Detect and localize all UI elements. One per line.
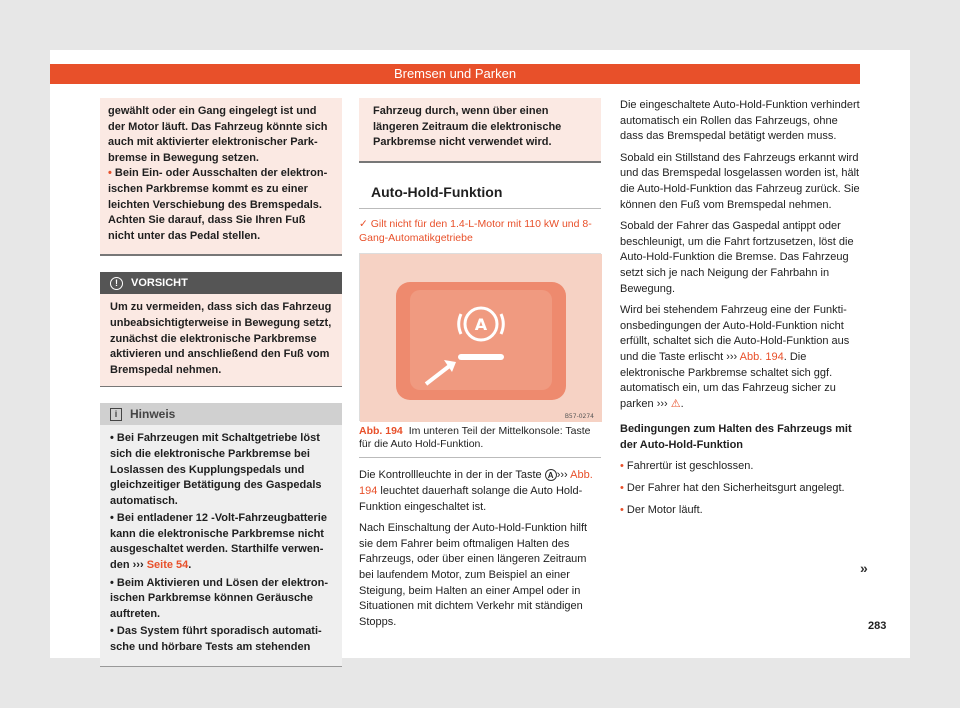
hinweis-body	[100, 425, 342, 665]
warning-box-continuation	[100, 98, 342, 256]
page-number: 283	[868, 620, 887, 632]
list-item: • Fahrertür ist geschlossen.	[620, 460, 754, 473]
list-item: • Das System führt sporadisch automatische und hörbare Tests am stehenden	[110, 625, 322, 654]
section-title: Auto-Hold-Funktion	[371, 183, 503, 200]
paragraph: Wird bei stehendem Fahrzeug eine der Funktionsbedingungen der Auto-Hold-Funktion nicht erfüllt, schaltet sich die Auto-Hold-Funktion aus und die Taste erlischt ››› Abb. 194. Die elektronische Parkbremse schaltet sich ggf. automatisch ein, um das Fahrzeug sicher zu parken ››› ⚠.	[620, 304, 850, 410]
warning-triangle-icon[interactable]: ⚠	[670, 397, 681, 410]
applicability-note: ✓ Gilt nicht für den 1.4-L-Motor mit 110 kW und 8-Gang-Automatikgetriebe	[359, 218, 592, 245]
link-seite-54[interactable]: Seite 54	[146, 559, 189, 572]
paragraph: Die Kontrollleuchte in der in der Taste A ››› Abb. 194 leuchtet dauerhaft solange die Auto Hold-Funktion eingeschaltet ist.	[359, 469, 593, 513]
figure-code: B57-0274	[564, 413, 594, 421]
column-2	[359, 98, 601, 636]
list-item: • Der Fahrer hat den Sicherheitsgurt angelegt.	[620, 482, 845, 495]
vorsicht-title-bar	[100, 272, 342, 294]
hinweis-title: Hinweis	[130, 406, 176, 421]
exclamation-icon: !	[110, 277, 123, 290]
warning-box-end: Fahrzeug durch, wenn über einen längeren Zeitraum die elektronische Parkbremse nicht verwendet wird.	[359, 98, 601, 163]
figure-label: Abb. 194	[359, 425, 403, 438]
auto-hold-icon: A	[545, 469, 557, 481]
list-item: • Der Motor läuft.	[620, 503, 703, 516]
paragraph: Die eingeschaltete Auto-Hold-Funktion verhindert automatisch ein Rollen das Fahrzeugs, ohne dass das Bremspedal betätigt werden muss.	[620, 99, 860, 143]
checkmark-icon: ✓	[359, 218, 368, 231]
link-abb-194[interactable]: Abb. 194	[359, 469, 593, 497]
list-item: • Beim Aktivieren und Lösen der elektronischen Parkbremse können Geräusche auftreten.	[110, 576, 329, 620]
link-abb-194[interactable]: Abb. 194	[739, 350, 784, 363]
figure-caption: Abb. 194 Im unteren Teil der Mittelkonsole: Taste für die Auto Hold-Funktion.	[359, 425, 601, 458]
list-item: • Bei Fahrzeugen mit Schaltgetriebe löst sich die elektronische Parkbremse bei Loslassen des Kupplungspedals und gleichzeitiger Betätigung des Gaspedals automatisch.	[110, 432, 322, 507]
warning-text-2: • Bein Ein- oder Ausschalten der elektronischen Parkbremse kommt es zu einer leichten Verschiebung des Bremspedals. Achten Sie darauf, dass Sie Ihren Fuß nicht unter das Pedal stellen.	[108, 167, 328, 242]
subheading: Bedingungen zum Halten des Fahrzeugs mit der Auto-Hold-Funktion	[620, 423, 852, 451]
info-icon: i	[110, 408, 122, 421]
auto-hold-button-illustration	[360, 254, 602, 422]
figure-auto-hold-button	[359, 253, 601, 421]
vorsicht-title: VORSICHT	[131, 276, 188, 289]
bullet-icon: •	[108, 167, 112, 180]
paragraph: Nach Einschaltung der Auto-Hold-Funktion hilft sie dem Fahrer beim oftmaligen Halten des Fahrzeugs, oder über einen längeren Zeitraum bei laufendem Motor, zum Beispiel an einer Steigung, beim Halten an einer Ampel oder in Situationen mit dichtem Verkehr mit ständigen Stopps.	[359, 522, 588, 628]
hinweis-box	[100, 403, 342, 666]
paragraph: Sobald der Fahrer das Gaspedal antippt oder beschleunigt, um die Fahrt fortzusetzen, löst die Auto-Hold-Funktion die Bremse. Das Fahrzeug setzt sich je nach Neigung der Fahrbahn in Bewegung.	[620, 220, 854, 295]
hinweis-title-bar	[100, 403, 342, 425]
vorsicht-body: Um zu vermeiden, dass sich das Fahrzeug unbeabsichtigterweise in Bewegung setzt, zunächst die elektronische Parkbremse aktivieren und anschließend den Fuß vom Bremspedal nehmen.	[110, 301, 332, 376]
list-item: • Bei entladener 12 -Volt-Fahrzeugbatterie kann die elektronische Parkbremse nicht ausgeschaltet werden. Starthilfe verwenden ››› Seite 54.	[110, 512, 327, 572]
column-3	[620, 98, 862, 524]
paragraph: Sobald ein Stillstand des Fahrzeugs erkannt wird und das Bremspedal losgelassen worden ist, hält die Auto-Hold-Funktion das Fahrzeug zurück. Sie können den Fuß vom Bremspedal nehmen.	[620, 151, 860, 211]
divider	[359, 208, 601, 209]
vorsicht-box	[100, 272, 342, 387]
continued-marker: »	[860, 560, 868, 576]
warning-text-1: gewählt oder ein Gang eingelegt ist und der Motor läuft. Das Fahrzeug könnte sich auch mit aktivierter elektronischer Parkbremse in Bewegung setzen.	[108, 105, 328, 164]
page-header: Bremsen und Parken	[50, 64, 860, 84]
column-1	[100, 98, 342, 667]
figure-button-glyph: A	[474, 315, 488, 335]
